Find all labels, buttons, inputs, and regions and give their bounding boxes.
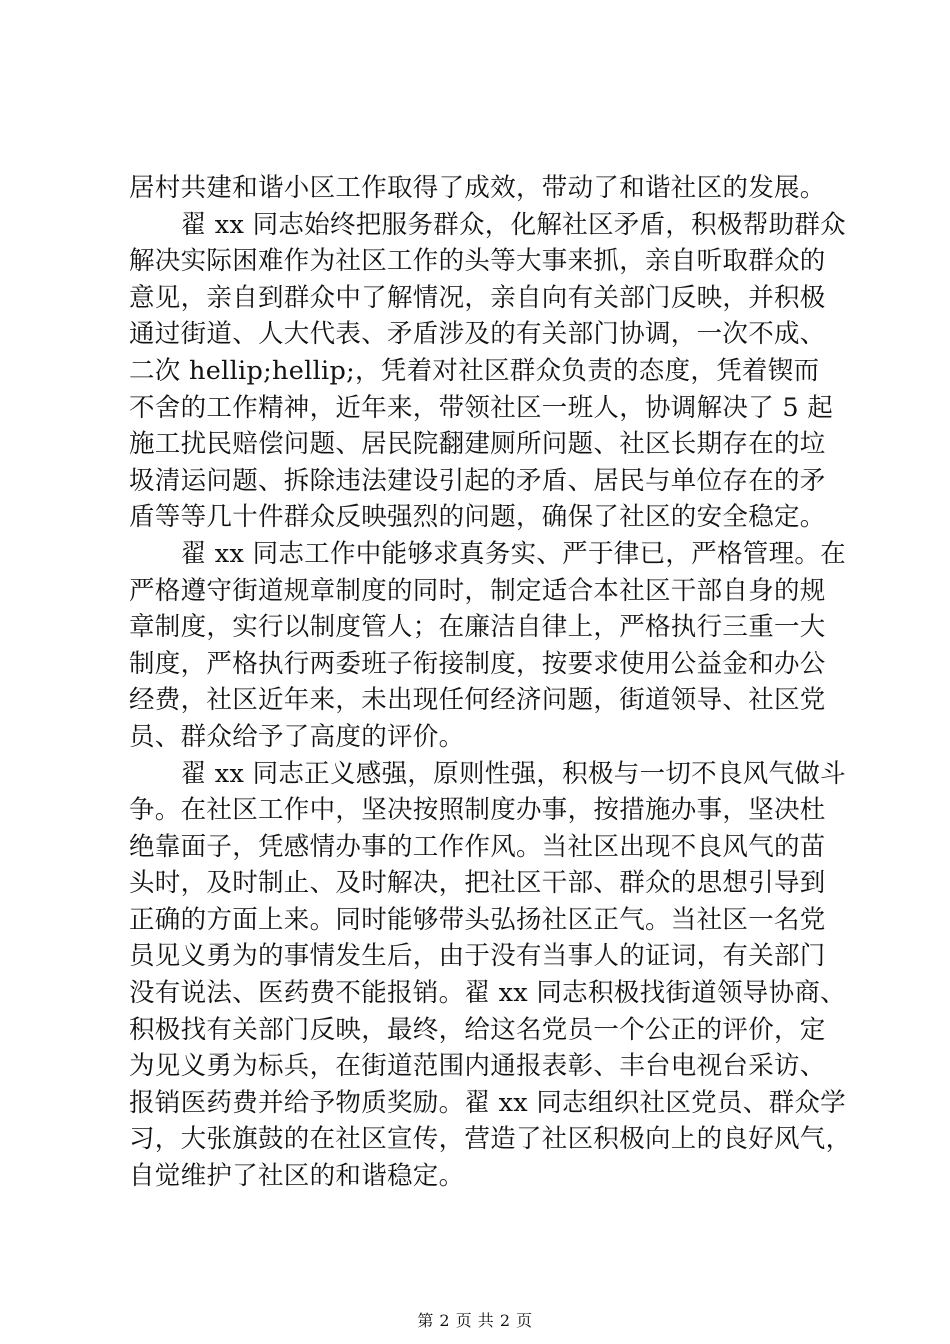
text-line-20: 头时，及时制止、及时解决，把社区干部、群众的思想引导到 [129,868,826,899]
text-line-11: 翟 xx 同志工作中能够求真务实、严于律已，严格管理。在 [129,538,846,569]
page-number-footer: 第 2 页 共 2 页 [417,1311,533,1330]
text-line-25: 为见义勇为标兵，在街道范围内通报表彰、丰台电视台采访、 [129,1051,826,1082]
text-line-18: 争。在社区工作中，坚决按照制度办事，按措施办事，坚决杜 [129,795,826,826]
text-line-27: 习，大张旗鼓的在社区宣传，营造了社区积极向上的良好风气， [129,1124,852,1155]
text-line-16: 员、群众给予了高度的评价。 [129,721,465,752]
text-line-21: 正确的方面上来。同时能够带头弘扬社区正气。当社区一名党 [129,904,826,935]
text-line-12: 严格遵守街道规章制度的同时，制定适合本社区干部自身的规 [129,575,826,606]
text-line-10: 盾等等几十件群众反映强烈的问题，确保了社区的安全稳定。 [129,502,826,533]
text-line-17: 翟 xx 同志正义感强，原则性强，积极与一切不良风气做斗 [129,758,846,789]
text-line-4: 意见，亲自到群众中了解情况，亲自向有关部门反映，并积极 [129,282,826,313]
document-body [129,170,852,1195]
text-line-5: 通过街道、人大代表、矛盾涉及的有关部门协调，一次不成、 [129,319,826,350]
text-line-8: 施工扰民赔偿问题、居民院翻建厕所问题、社区长期存在的垃 [129,429,826,460]
text-line-22: 员见义勇为的事情发生后，由于没有当事人的证词，有关部门 [129,941,826,972]
text-line-24: 积极找有关部门反映，最终，给这名党员一个公正的评价，定 [129,1014,826,1045]
text-line-7: 不舍的工作精神，近年来，带领社区一班人，协调解决了 5 起 [129,392,834,423]
text-line-13: 章制度，实行以制度管人；在廉洁自律上，严格执行三重一大 [129,612,826,643]
text-line-1: 居村共建和谐小区工作取得了成效，带动了和谐社区的发展。 [129,173,826,203]
text-line-2: 翟 xx 同志始终把服务群众，化解社区矛盾，积极帮助群众 [129,209,846,240]
text-line-6: 二次 hellip;hellip;，凭着对社区群众负责的态度，凭着锲而 [129,355,820,386]
text-line-23: 没有说法、医药费不能报销。翟 xx 同志积极找街道领导协商、 [129,978,846,1009]
text-line-19: 绝靠面子，凭感情办事的工作作风。当社区出现不良风气的苗 [129,831,826,862]
text-line-3: 解决实际困难作为社区工作的头等大事来抓，亲自听取群众的 [129,246,826,277]
text-line-26: 报销医药费并给予物质奖励。翟 xx 同志组织社区党员、群众学 [129,1087,846,1118]
text-line-15: 经费，社区近年来，未出现任何经济问题，街道领导、社区党 [129,685,826,716]
text-line-28: 自觉维护了社区的和谐稳定。 [129,1161,465,1192]
text-line-14: 制度，严格执行两委班子衔接制度，按要求使用公益金和办公 [129,648,826,679]
text-line-9: 圾清运问题、拆除违法建设引起的矛盾、居民与单位存在的矛 [129,465,826,496]
